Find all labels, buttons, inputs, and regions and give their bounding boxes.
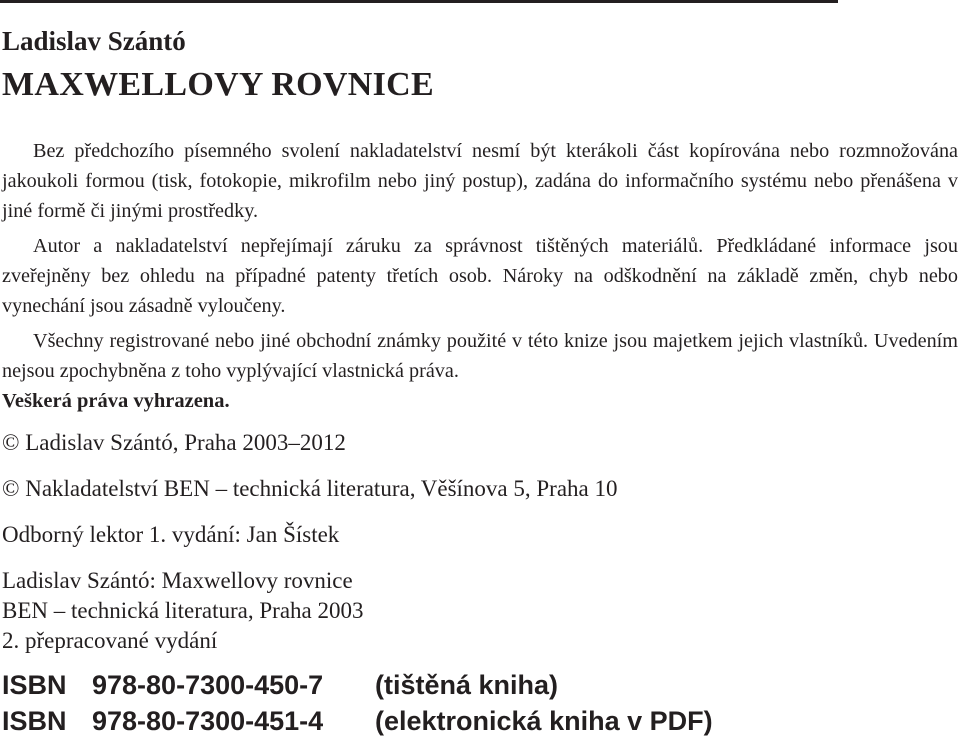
bibliographic-title: Ladislav Szántó: Maxwellovy rovnice bbox=[2, 568, 353, 593]
book-title: MAXWELLOVY ROVNICE bbox=[2, 66, 434, 103]
isbn-number: 978-80-7300-451-4 bbox=[92, 706, 324, 736]
isbn-pdf bbox=[2, 706, 713, 737]
top-rule bbox=[0, 0, 838, 3]
legal-notice bbox=[2, 136, 958, 386]
trademark-notice: Všechny registrované nebo jiné obchodní známky použité v této knize jsou majetkem jejich vlastníků. Uvedením nejsou zpochybněna z toho vyplývající vlastnická práva. bbox=[2, 330, 958, 382]
isbn-format: (elektronická kniha v PDF) bbox=[375, 706, 713, 736]
book-author: Ladislav Szántó bbox=[2, 26, 186, 56]
rights-reserved: Veškerá práva vyhrazena. bbox=[2, 390, 230, 412]
technical-editor: Odborný lektor 1. vydání: Jan Šístek bbox=[2, 522, 340, 547]
edition-note: 2. přepracované vydání bbox=[2, 628, 218, 653]
author-copyright: © Ladislav Szántó, Praha 2003–2012 bbox=[2, 430, 346, 455]
isbn-format: (tištěná kniha) bbox=[375, 670, 559, 700]
liability-disclaimer: Autor a nakladatelství nepřejímají záruku za správnost tištěných materiálů. Předkládané informace jsou zveřejněny bez ohledu na případné patenty třetích osob. Nároky na odškodnění na základě změn, chyb nebo vynechání jsou zásadně vyloučeny. bbox=[2, 235, 958, 317]
isbn-print bbox=[2, 670, 558, 701]
isbn-number: 978-80-7300-450-7 bbox=[92, 670, 324, 700]
bibliographic-publisher: BEN – technická literatura, Praha 2003 bbox=[2, 598, 364, 623]
isbn-label: ISBN bbox=[2, 670, 67, 700]
isbn-label: ISBN bbox=[2, 706, 67, 736]
copying-prohibition: Bez předchozího písemného svolení nakladatelství nesmí být kterákoli část kopírována nebo rozmnožována jakoukoli formou (tisk, fotokopie, mikrofilm nebo jiný postup), zadána do informačního systému nebo přenášena v jiné formě či jinými prostředky. bbox=[2, 140, 958, 222]
publisher-copyright: © Nakladatelství BEN – technická literatura, Věšínova 5, Praha 10 bbox=[2, 476, 618, 501]
